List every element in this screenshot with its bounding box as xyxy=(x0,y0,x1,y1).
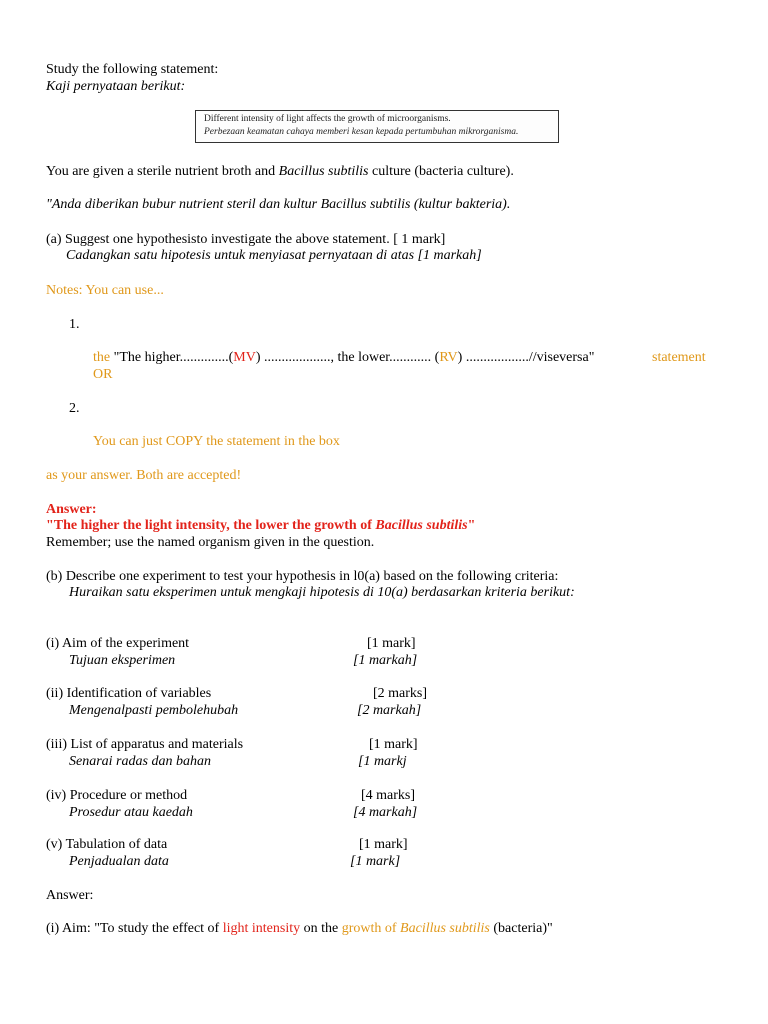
intro-line-en: Study the following statement: xyxy=(46,62,219,77)
criteria-0-en-mark: [1 mark] xyxy=(367,636,416,651)
criteria-2-en: (iii) List of apparatus and materials xyxy=(46,737,244,752)
hyp-organism: Bacillus subtilis xyxy=(375,518,468,533)
criteria-3-en: (iv) Procedure or method xyxy=(46,788,188,803)
notes-q3: ) ..................//viseversa" xyxy=(457,350,595,365)
answer-a-remember: Remember; use the named organism given in the question. xyxy=(46,535,375,550)
criteria-0-ms: Tujuan eksperimen xyxy=(69,653,176,668)
criteria-1-ms-mark: [2 markah] xyxy=(357,703,422,718)
hyp-before: "The higher the light intensity, the lower the growth of xyxy=(46,518,376,533)
given-line-ms: "Anda diberikan bubur nutrient steril dan kultur Bacillus subtilis (kultur bakteria). xyxy=(46,197,511,212)
given-en-before: You are given a sterile nutrient broth and xyxy=(46,164,279,179)
criteria-2-en-mark: [1 mark] xyxy=(369,737,418,752)
aim-light-intensity: light intensity xyxy=(222,921,301,936)
criteria-1-en-mark: [2 marks] xyxy=(373,686,428,701)
notes-rv: RV xyxy=(439,350,458,365)
criteria-4-en-mark: [1 mark] xyxy=(359,837,408,852)
notes-or: OR xyxy=(93,367,113,382)
notes-q2: ) ..................., the lower............ ( xyxy=(255,350,440,365)
question-b-ms: Huraikan satu eksperimen untuk mengkaji hipotesis di 10(a) berdasarkan kriteria berikut: xyxy=(69,585,575,600)
given-en-organism: Bacillus subtilis xyxy=(278,164,369,179)
notes-heading: Notes: You can use... xyxy=(46,283,164,298)
criteria-4-ms: Penjadualan data xyxy=(69,854,169,869)
notes-mv: MV xyxy=(233,350,256,365)
notes-the: the xyxy=(93,350,111,365)
answer-b-aim xyxy=(46,921,553,938)
answer-a-hypothesis xyxy=(46,518,475,535)
given-line-en xyxy=(46,164,514,181)
criteria-1-en: (ii) Identification of variables xyxy=(46,686,212,701)
criteria-2-ms-mark: [1 markj xyxy=(358,754,407,769)
question-b-en: (b) Describe one experiment to test your hypothesis in l0(a) based on the following criteria: xyxy=(46,569,559,584)
criteria-2-ms: Senarai radas dan bahan xyxy=(69,754,211,769)
aim-suffix: (bacteria)" xyxy=(489,921,553,936)
notes-item2-text: You can just COPY the statement in the box xyxy=(93,434,340,449)
intro-line-ms: Kaji pernyataan berikut: xyxy=(46,79,186,94)
criteria-3-en-mark: [4 marks] xyxy=(361,788,416,803)
criteria-4-en: (v) Tabulation of data xyxy=(46,837,168,852)
criteria-4-ms-mark: [1 mark] xyxy=(350,854,401,869)
notes-item1-number: 1. xyxy=(69,317,80,332)
criteria-0-ms-mark: [1 markah] xyxy=(353,653,418,668)
notes-q1: "The higher..............( xyxy=(110,350,234,365)
aim-organism: Bacillus subtilis xyxy=(400,921,490,936)
notes-item1-template xyxy=(93,350,594,367)
hyp-after: " xyxy=(467,518,476,533)
notes-item2-number: 2. xyxy=(69,401,80,416)
criteria-3-ms: Prosedur atau kaedah xyxy=(69,805,193,820)
aim-growth: growth of xyxy=(341,921,401,936)
statement-box-ms: Perbezaan keamatan cahaya memberi kesan kepada pertumbuhan mikrorganisma. xyxy=(204,126,519,137)
notes-footer: as your answer. Both are accepted! xyxy=(46,468,242,483)
criteria-0-en: (i) Aim of the experiment xyxy=(46,636,190,651)
criteria-3-ms-mark: [4 markah] xyxy=(353,805,418,820)
aim-prefix: (i) Aim: "To study the effect of xyxy=(46,921,223,936)
notes-statement-word: statement xyxy=(652,350,706,365)
statement-box xyxy=(195,110,559,143)
answer-b-label: Answer: xyxy=(46,888,94,903)
answer-a-label: Answer: xyxy=(46,502,97,517)
statement-box-en: Different intensity of light affects the growth of microorganisms. xyxy=(204,114,451,124)
question-a-ms: Cadangkan satu hipotesis untuk menyiasat pernyataan di atas [1 markah] xyxy=(66,248,482,263)
given-en-after: culture (bacteria culture). xyxy=(368,164,514,179)
criteria-1-ms: Mengenalpasti pembolehubah xyxy=(69,703,239,718)
question-a-en: (a) Suggest one hypothesisto investigate the above statement. [ 1 mark] xyxy=(46,232,446,247)
aim-mid: on the xyxy=(300,921,342,936)
